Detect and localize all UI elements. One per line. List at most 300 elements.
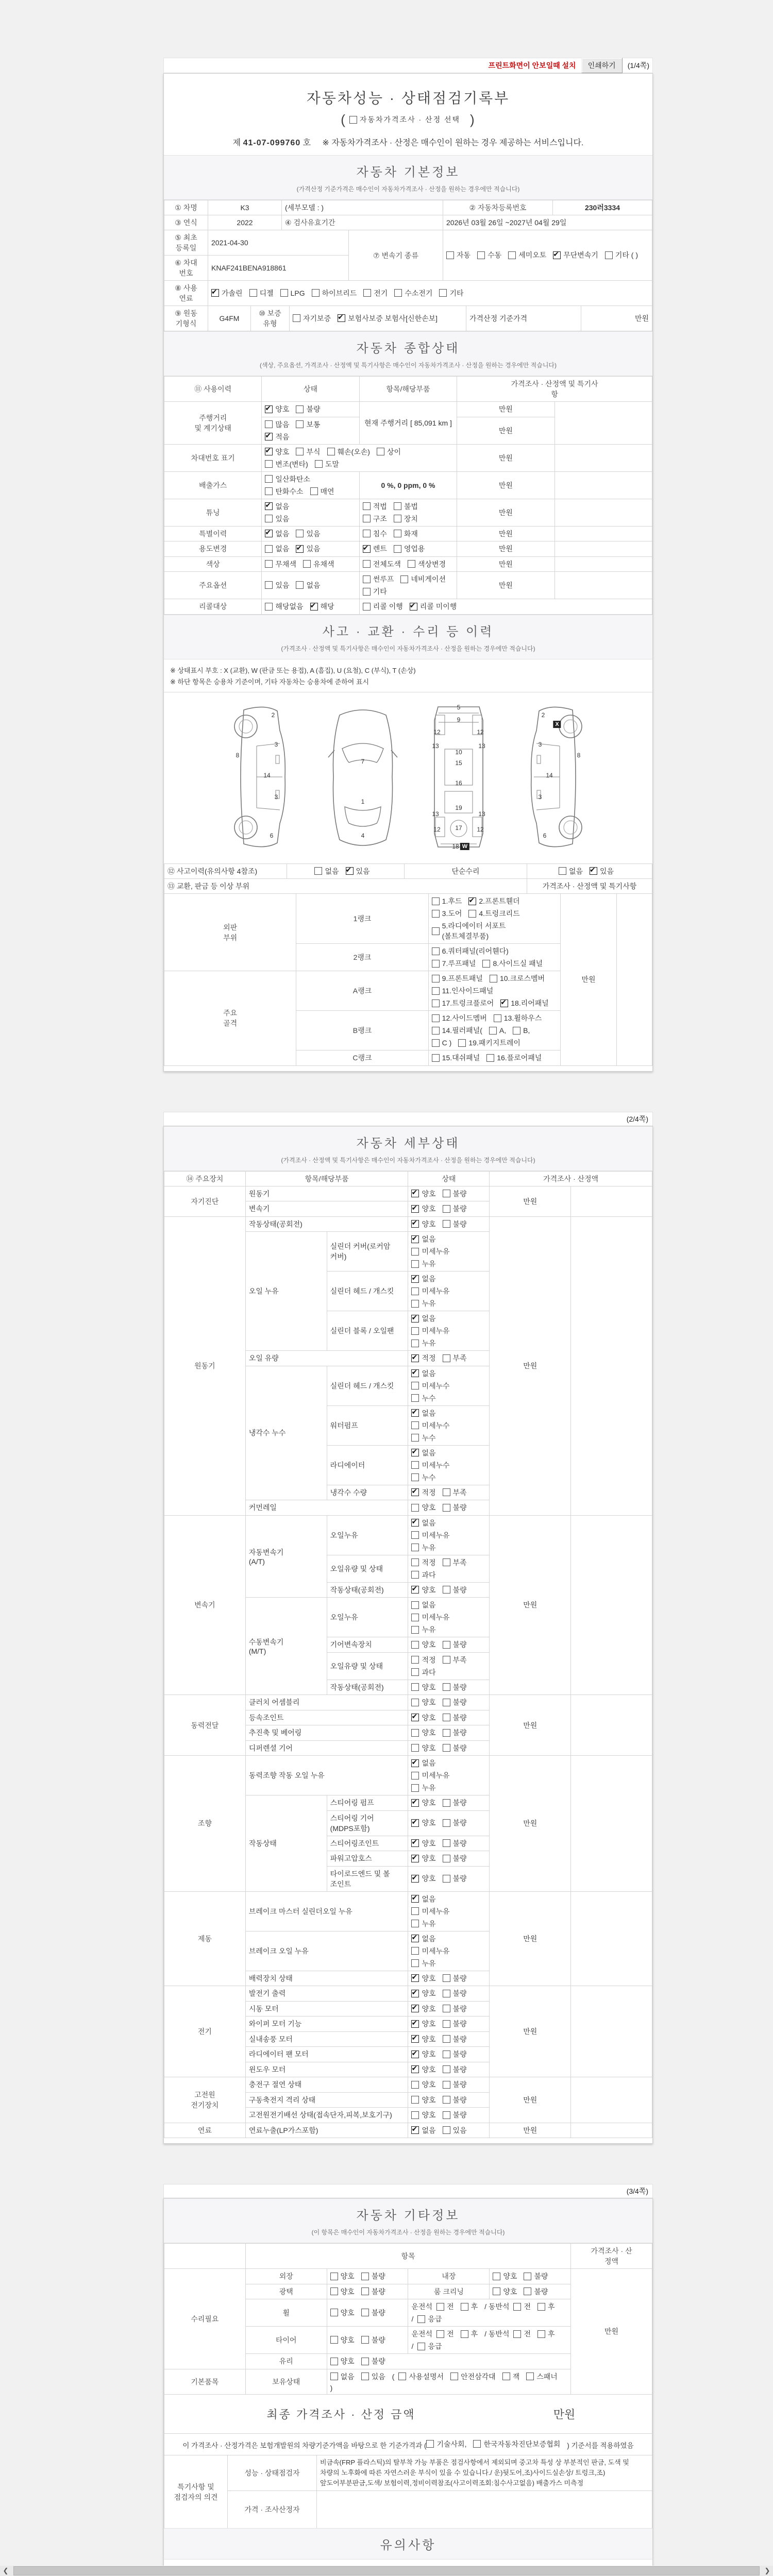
checkbox-icon[interactable] — [327, 448, 335, 455]
checkbox-icon[interactable] — [394, 502, 401, 510]
checkbox-icon[interactable] — [411, 1473, 419, 1481]
checkbox-icon[interactable] — [436, 2330, 444, 2338]
checkbox-icon[interactable] — [310, 487, 318, 495]
checkbox-option[interactable] — [411, 1557, 435, 1568]
checkbox-icon[interactable] — [443, 2050, 450, 2058]
checkbox-option[interactable] — [411, 1420, 449, 1431]
checkbox-icon[interactable] — [443, 1729, 450, 1737]
checkbox-option[interactable] — [330, 2371, 355, 2382]
checkbox-icon[interactable] — [443, 1190, 450, 1197]
checkbox-icon[interactable] — [482, 960, 490, 968]
checkbox-icon[interactable] — [432, 947, 440, 955]
checkbox-icon[interactable] — [489, 1027, 497, 1035]
checkbox-checked-icon[interactable] — [411, 1759, 419, 1767]
checkbox-checked-icon[interactable] — [411, 1275, 419, 1283]
checkbox-option[interactable] — [502, 2371, 520, 2382]
checkbox-icon[interactable] — [443, 1714, 450, 1721]
checkbox-icon[interactable] — [443, 2096, 450, 2104]
checkbox-icon[interactable] — [265, 545, 273, 553]
checkbox-option[interactable] — [493, 2271, 517, 2281]
checkbox-icon[interactable] — [513, 2303, 521, 2311]
checkbox-option[interactable] — [411, 1697, 435, 1707]
checkbox-checked-icon[interactable] — [410, 603, 417, 611]
checkbox-option[interactable] — [361, 2308, 385, 2318]
checkbox-option[interactable] — [312, 288, 357, 298]
checkbox-icon[interactable] — [443, 1586, 450, 1594]
checkbox-icon[interactable] — [443, 1558, 450, 1566]
checkbox-checked-icon[interactable] — [411, 1519, 419, 1527]
checkbox-option[interactable] — [443, 1487, 467, 1498]
checkbox-icon[interactable] — [411, 1558, 419, 1566]
scroll-right-arrow-icon[interactable]: ❯ — [764, 2567, 770, 2574]
checkbox-icon[interactable] — [443, 1974, 450, 1982]
checkbox-option[interactable] — [443, 2019, 467, 2029]
checkbox-option[interactable] — [411, 1326, 449, 1336]
checkbox-icon[interactable] — [436, 2303, 444, 2311]
checkbox-option[interactable] — [513, 1026, 530, 1035]
checkbox-icon[interactable] — [330, 2358, 338, 2365]
checkbox-icon[interactable] — [432, 1014, 440, 1022]
checkbox-option[interactable] — [411, 1543, 435, 1553]
checkbox-option[interactable] — [315, 459, 339, 469]
checkbox-icon[interactable] — [411, 1947, 419, 1955]
checkbox-option[interactable] — [411, 1274, 435, 1284]
checkbox-icon[interactable] — [513, 1027, 520, 1035]
checkbox-option[interactable] — [296, 447, 320, 457]
checkbox-icon[interactable] — [432, 960, 440, 968]
checkbox-option[interactable] — [553, 250, 598, 260]
checkbox-option[interactable] — [411, 1612, 449, 1622]
checkbox-icon[interactable] — [432, 1027, 440, 1035]
checkbox-option[interactable] — [265, 447, 289, 457]
checkbox-checked-icon[interactable] — [411, 1935, 419, 1942]
checkbox-icon[interactable] — [524, 2273, 531, 2280]
checkbox-option[interactable] — [411, 2004, 435, 2014]
checkbox-checked-icon[interactable] — [265, 433, 273, 440]
checkbox-icon[interactable] — [411, 1907, 419, 1915]
checkbox-icon[interactable] — [314, 867, 322, 875]
checkbox-icon[interactable] — [411, 1729, 419, 1737]
checkbox-icon[interactable] — [443, 1855, 450, 1862]
checkbox-option[interactable] — [363, 544, 387, 554]
checkbox-checked-icon[interactable] — [265, 448, 273, 455]
checkbox-option[interactable] — [411, 1259, 435, 1269]
checkbox-icon[interactable] — [426, 2440, 434, 2448]
checkbox-checked-icon[interactable] — [338, 314, 345, 322]
checkbox-icon[interactable] — [411, 1287, 419, 1295]
checkbox-icon[interactable] — [443, 1205, 450, 1213]
checkbox-icon[interactable] — [411, 1504, 419, 1512]
checkbox-option[interactable] — [482, 958, 543, 969]
checkbox-option[interactable] — [411, 1338, 435, 1348]
checkbox-icon[interactable] — [411, 2111, 419, 2119]
checkbox-checked-icon[interactable] — [411, 1315, 419, 1323]
checkbox-checked-icon[interactable] — [265, 502, 273, 510]
checkbox-icon[interactable] — [361, 2273, 369, 2280]
checkbox-option[interactable] — [296, 544, 320, 554]
checkbox-checked-icon[interactable] — [500, 999, 508, 1007]
checkbox-option[interactable] — [443, 1353, 467, 1363]
checkbox-option[interactable] — [296, 419, 320, 430]
checkbox-option[interactable] — [537, 2301, 555, 2312]
checkbox-icon[interactable] — [330, 2287, 338, 2295]
checkbox-option[interactable] — [411, 1988, 435, 1998]
checkbox-option[interactable] — [411, 2049, 435, 2059]
checkbox-option[interactable] — [411, 1906, 449, 1917]
horizontal-scrollbar[interactable] — [0, 2566, 773, 2576]
scroll-left-arrow-icon[interactable]: ❮ — [3, 2567, 9, 2574]
checkbox-option[interactable] — [296, 529, 320, 539]
checkbox-icon[interactable] — [411, 1683, 419, 1691]
checkbox-option[interactable] — [411, 1973, 435, 1984]
checkbox-option[interactable] — [411, 1219, 435, 1229]
checkbox-icon[interactable] — [265, 475, 273, 483]
checkbox-option[interactable] — [411, 1727, 435, 1738]
checkbox-option[interactable] — [394, 501, 418, 512]
checkbox-icon[interactable] — [411, 1260, 419, 1268]
checkbox-option[interactable] — [411, 1408, 435, 1418]
checkbox-icon[interactable] — [432, 975, 440, 982]
checkbox-option[interactable] — [432, 998, 494, 1008]
checkbox-icon[interactable] — [443, 1990, 450, 1997]
checkbox-option[interactable] — [432, 986, 494, 996]
checkbox-icon[interactable] — [411, 1571, 419, 1579]
checkbox-icon[interactable] — [461, 2330, 468, 2338]
checkbox-icon[interactable] — [477, 251, 485, 259]
checkbox-option[interactable] — [398, 2371, 444, 2382]
checkbox-option[interactable] — [526, 2371, 558, 2382]
checkbox-option[interactable] — [411, 1600, 435, 1610]
checkbox-checked-icon[interactable] — [411, 2065, 419, 2073]
checkbox-option[interactable] — [411, 1518, 435, 1528]
checkbox-icon[interactable] — [493, 2287, 500, 2295]
checkbox-option[interactable] — [411, 1783, 435, 1793]
checkbox-option[interactable] — [411, 1946, 449, 1956]
checkbox-icon[interactable] — [330, 2309, 338, 2316]
checkbox-icon[interactable] — [330, 2372, 338, 2380]
checkbox-option[interactable] — [436, 2329, 454, 2339]
checkbox-icon[interactable] — [361, 2336, 369, 2344]
checkbox-icon[interactable] — [443, 2035, 450, 2043]
checkbox-option[interactable] — [363, 574, 394, 584]
checkbox-option[interactable] — [411, 1189, 435, 1199]
checkbox-option[interactable] — [432, 958, 476, 969]
checkbox-icon[interactable] — [265, 560, 273, 568]
checkbox-option[interactable] — [411, 1667, 435, 1677]
checkbox-option[interactable] — [363, 288, 388, 298]
checkbox-option[interactable] — [411, 1713, 435, 1723]
checkbox-checked-icon[interactable] — [468, 897, 476, 905]
checkbox-option[interactable] — [411, 1655, 435, 1665]
checkbox-icon[interactable] — [411, 1434, 419, 1442]
checkbox-option[interactable] — [296, 580, 320, 590]
checkbox-checked-icon[interactable] — [296, 545, 304, 553]
checkbox-icon[interactable] — [443, 1744, 450, 1752]
checkbox-option[interactable] — [411, 1298, 435, 1309]
checkbox-option[interactable] — [461, 2329, 478, 2339]
checkbox-option[interactable] — [363, 514, 387, 524]
checkbox-icon[interactable] — [363, 560, 371, 568]
checkbox-option[interactable] — [411, 2095, 435, 2105]
checkbox-option[interactable] — [443, 1189, 467, 1199]
checkbox-icon[interactable] — [361, 2287, 369, 2295]
checkbox-icon[interactable] — [468, 910, 476, 918]
checkbox-option[interactable] — [537, 2329, 555, 2339]
checkbox-icon[interactable] — [394, 545, 401, 553]
checkbox-option[interactable] — [411, 1487, 435, 1498]
checkbox-checked-icon[interactable] — [363, 545, 371, 553]
checkbox-checked-icon[interactable] — [411, 1974, 419, 1982]
checkbox-icon[interactable] — [443, 1799, 450, 1807]
checkbox-icon[interactable] — [411, 1626, 419, 1634]
checkbox-option[interactable] — [394, 529, 418, 539]
checkbox-icon[interactable] — [443, 2005, 450, 2012]
checkbox-icon[interactable] — [408, 560, 415, 568]
checkbox-option[interactable] — [473, 2439, 560, 2449]
checkbox-option[interactable] — [493, 2286, 517, 2297]
checkbox-icon[interactable] — [296, 405, 304, 413]
checkbox-icon[interactable] — [537, 2330, 545, 2338]
checkbox-option[interactable] — [280, 289, 305, 297]
checkbox-option[interactable] — [443, 2095, 467, 2105]
checkbox-option[interactable] — [443, 2004, 467, 2014]
checkbox-icon[interactable] — [524, 2287, 531, 2295]
checkbox-option[interactable] — [361, 2356, 385, 2366]
checkbox-option[interactable] — [411, 1234, 435, 1244]
checkbox-option[interactable] — [310, 486, 334, 497]
checkbox-option[interactable] — [411, 1448, 435, 1458]
checkbox-option[interactable] — [411, 1393, 435, 1403]
checkbox-icon[interactable] — [312, 289, 320, 297]
checkbox-option[interactable] — [490, 973, 545, 984]
checkbox-option[interactable] — [590, 866, 614, 876]
checkbox-option[interactable] — [361, 2271, 385, 2281]
checkbox-checked-icon[interactable] — [411, 1220, 419, 1228]
checkbox-option[interactable] — [338, 313, 438, 324]
checkbox-option[interactable] — [494, 1013, 542, 1023]
checkbox-icon[interactable] — [361, 2372, 369, 2380]
checkbox-icon[interactable] — [443, 1354, 450, 1362]
checkbox-option[interactable] — [411, 1770, 449, 1781]
checkbox-icon[interactable] — [303, 560, 311, 568]
checkbox-checked-icon[interactable] — [411, 1369, 419, 1377]
checkbox-option[interactable] — [361, 2286, 385, 2297]
checkbox-checked-icon[interactable] — [411, 1990, 419, 1997]
checkbox-icon[interactable] — [432, 910, 440, 918]
checkbox-checked-icon[interactable] — [411, 2126, 419, 2134]
checkbox-option[interactable] — [411, 1433, 435, 1443]
checkbox-option[interactable] — [303, 559, 334, 569]
checkbox-icon[interactable] — [411, 1461, 419, 1469]
checkbox-option[interactable] — [411, 1204, 435, 1214]
checkbox-icon[interactable] — [458, 1039, 466, 1047]
checkbox-option[interactable] — [314, 866, 339, 876]
checkbox-option[interactable] — [411, 1853, 435, 1863]
checkbox-option[interactable] — [265, 601, 303, 612]
checkbox-option[interactable] — [394, 544, 425, 554]
checkbox-option[interactable] — [432, 1053, 480, 1063]
checkbox-icon[interactable] — [394, 515, 401, 522]
checkbox-option[interactable] — [361, 2371, 385, 2382]
checkbox-option[interactable] — [432, 973, 483, 984]
checkbox-option[interactable] — [524, 2286, 548, 2297]
checkbox-icon[interactable] — [439, 289, 447, 297]
checkbox-icon[interactable] — [361, 2309, 369, 2316]
checkbox-icon[interactable] — [411, 1394, 419, 1402]
checkbox-checked-icon[interactable] — [265, 405, 273, 413]
checkbox-icon[interactable] — [443, 1656, 450, 1664]
checkbox-option[interactable] — [265, 474, 310, 484]
checkbox-option[interactable] — [361, 2335, 385, 2345]
checkbox-option[interactable] — [411, 1682, 435, 1692]
checkbox-option[interactable] — [432, 946, 509, 956]
checkbox-icon[interactable] — [432, 897, 440, 905]
checkbox-option[interactable] — [443, 2064, 467, 2075]
checkbox-checked-icon[interactable] — [411, 1449, 419, 1456]
checkbox-option[interactable] — [432, 1013, 487, 1023]
checkbox-option[interactable] — [443, 1682, 467, 1692]
checkbox-option[interactable] — [443, 2125, 467, 2136]
checkbox-icon[interactable] — [394, 530, 401, 537]
checkbox-icon[interactable] — [265, 487, 273, 495]
print-button[interactable]: 인쇄하기 — [581, 58, 623, 73]
checkbox-option[interactable] — [411, 1934, 435, 1944]
checkbox-icon[interactable] — [363, 575, 371, 583]
checkbox-checked-icon[interactable] — [411, 1855, 419, 1862]
checkbox-option[interactable] — [458, 1038, 520, 1048]
checkbox-option[interactable] — [443, 1585, 467, 1595]
checkbox-option[interactable] — [443, 1219, 467, 1229]
checkbox-checked-icon[interactable] — [411, 1235, 419, 1243]
checkbox-option[interactable] — [443, 2079, 467, 2090]
checkbox-icon[interactable] — [265, 603, 273, 611]
checkbox-icon[interactable] — [349, 116, 357, 124]
checkbox-icon[interactable] — [526, 2372, 534, 2380]
checkbox-option[interactable] — [411, 1958, 435, 1969]
checkbox-option[interactable] — [330, 2356, 355, 2366]
checkbox-icon[interactable] — [493, 2273, 500, 2280]
checkbox-option[interactable] — [394, 514, 418, 524]
checkbox-icon[interactable] — [443, 1488, 450, 1496]
checkbox-icon[interactable] — [411, 1656, 419, 1664]
checkbox-icon[interactable] — [443, 1819, 450, 1827]
checkbox-icon[interactable] — [559, 867, 566, 875]
checkbox-option[interactable] — [265, 486, 303, 497]
checkbox-option[interactable] — [443, 1973, 467, 1984]
checkbox-option[interactable] — [443, 1502, 467, 1513]
scrollbar-thumb[interactable] — [13, 2566, 760, 2575]
checkbox-option[interactable] — [363, 501, 387, 512]
checkbox-icon[interactable] — [249, 289, 257, 297]
checkbox-icon[interactable] — [411, 1641, 419, 1649]
checkbox-icon[interactable] — [443, 1683, 450, 1691]
checkbox-icon[interactable] — [411, 1382, 419, 1389]
checkbox-checked-icon[interactable] — [411, 1714, 419, 1721]
checkbox-icon[interactable] — [411, 1784, 419, 1792]
checkbox-icon[interactable] — [443, 1699, 450, 1706]
checkbox-icon[interactable] — [537, 2303, 545, 2311]
checkbox-icon[interactable] — [296, 420, 304, 428]
checkbox-icon[interactable] — [361, 2358, 369, 2365]
checkbox-option[interactable] — [436, 2301, 454, 2312]
checkbox-option[interactable] — [330, 2271, 355, 2281]
checkbox-icon[interactable] — [411, 1531, 419, 1539]
checkbox-option[interactable] — [249, 288, 274, 298]
checkbox-option[interactable] — [468, 908, 519, 919]
checkbox-option[interactable] — [330, 2286, 355, 2297]
checkbox-option[interactable] — [443, 1798, 467, 1808]
checkbox-option[interactable] — [265, 459, 308, 469]
checkbox-option[interactable] — [432, 1025, 482, 1036]
checkbox-icon[interactable] — [293, 314, 300, 322]
checkbox-option[interactable] — [330, 2335, 355, 2345]
checkbox-option[interactable] — [411, 1919, 435, 1929]
checkbox-icon[interactable] — [411, 1699, 419, 1706]
checkbox-icon[interactable] — [513, 2330, 521, 2338]
checkbox-checked-icon[interactable] — [346, 867, 354, 875]
checkbox-option[interactable] — [411, 1838, 435, 1849]
checkbox-icon[interactable] — [443, 2065, 450, 2073]
checkbox-icon[interactable] — [443, 1504, 450, 1512]
checkbox-option[interactable] — [411, 1894, 435, 1904]
checkbox-icon[interactable] — [443, 2126, 450, 2134]
checkbox-icon[interactable] — [432, 1039, 440, 1047]
checkbox-option[interactable] — [330, 2308, 355, 2318]
checkbox-icon[interactable] — [443, 1839, 450, 1847]
checkbox-icon[interactable] — [411, 1614, 419, 1621]
checkbox-option[interactable] — [296, 404, 320, 414]
checkbox-option[interactable] — [446, 250, 470, 260]
checkbox-option[interactable] — [559, 866, 583, 876]
checkbox-option[interactable] — [443, 2049, 467, 2059]
checkbox-option[interactable] — [411, 1246, 449, 1257]
checkbox-icon[interactable] — [363, 289, 371, 297]
checkbox-option[interactable] — [363, 601, 403, 612]
checkbox-option[interactable] — [432, 908, 462, 919]
checkbox-option[interactable] — [211, 288, 243, 298]
checkbox-icon[interactable] — [494, 1014, 501, 1022]
checkbox-icon[interactable] — [432, 927, 440, 935]
checkbox-icon[interactable] — [417, 2343, 425, 2350]
checkbox-checked-icon[interactable] — [411, 1819, 419, 1827]
checkbox-icon[interactable] — [450, 2372, 458, 2380]
checkbox-option[interactable] — [443, 1639, 467, 1650]
checkbox-option[interactable] — [411, 1873, 435, 1884]
checkbox-option[interactable] — [443, 1713, 467, 1723]
checkbox-icon[interactable] — [473, 2440, 481, 2448]
checkbox-option[interactable] — [265, 580, 289, 590]
checkbox-option[interactable] — [411, 1758, 435, 1768]
checkbox-option[interactable] — [293, 313, 331, 324]
checkbox-option[interactable] — [265, 514, 289, 524]
checkbox-option[interactable] — [411, 1286, 449, 1296]
checkbox-icon[interactable] — [443, 1875, 450, 1883]
checkbox-icon[interactable] — [443, 1220, 450, 1228]
checkbox-checked-icon[interactable] — [411, 1895, 419, 1903]
checkbox-icon[interactable] — [432, 999, 440, 1007]
checkbox-option[interactable] — [363, 529, 387, 539]
checkbox-icon[interactable] — [265, 515, 273, 522]
checkbox-icon[interactable] — [315, 460, 323, 468]
checkbox-option[interactable] — [394, 288, 432, 298]
checkbox-icon[interactable] — [411, 1668, 419, 1676]
checkbox-icon[interactable] — [411, 1959, 419, 1967]
checkbox-icon[interactable] — [411, 1300, 419, 1308]
checkbox-icon[interactable] — [363, 530, 371, 537]
checkbox-option[interactable] — [411, 1313, 435, 1324]
checkbox-option[interactable] — [411, 1381, 449, 1391]
checkbox-option[interactable] — [439, 288, 463, 298]
